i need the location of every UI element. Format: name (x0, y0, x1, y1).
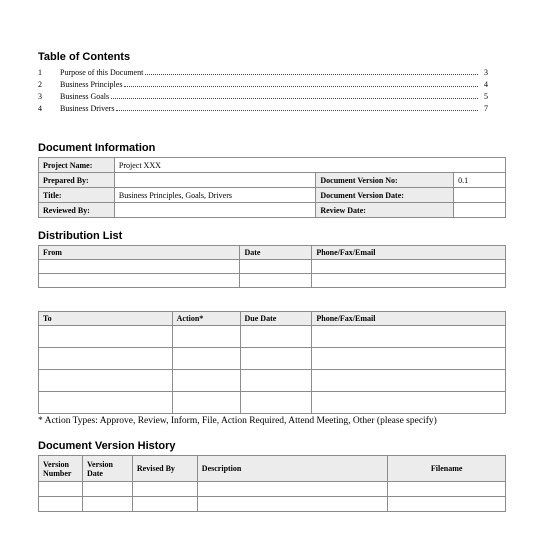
distribution-from-table (38, 245, 506, 288)
table-cell[interactable] (240, 348, 312, 370)
table-cell[interactable] (39, 348, 173, 370)
table-cell[interactable] (39, 392, 173, 414)
table-cell[interactable] (82, 497, 132, 512)
toc-entry[interactable] (38, 102, 488, 114)
table-cell[interactable] (39, 482, 83, 497)
table-cell[interactable] (197, 497, 387, 512)
column-header-version-number: Version Number (39, 456, 83, 482)
title-label: Title: (39, 188, 115, 203)
table-row (39, 370, 506, 392)
table-cell[interactable] (132, 497, 197, 512)
toc-entry[interactable] (38, 66, 488, 78)
table-cell[interactable] (240, 260, 312, 274)
toc-heading: Table of Contents (38, 51, 131, 63)
column-header-action: Action* (172, 312, 240, 326)
table-cell[interactable] (240, 274, 312, 288)
distribution-list-heading: Distribution List (38, 230, 123, 242)
table-cell[interactable] (39, 274, 240, 288)
table-cell[interactable] (172, 392, 240, 414)
toc-leader (145, 66, 478, 75)
column-header-date: Date (240, 246, 312, 260)
table-cell[interactable] (312, 274, 506, 288)
column-header-from: From (39, 246, 240, 260)
toc-entry[interactable] (38, 90, 488, 102)
version-history-heading: Document Version History (38, 440, 176, 452)
table-row (39, 158, 506, 173)
toc-page: 4 (484, 80, 488, 89)
toc-entry[interactable] (38, 78, 488, 90)
column-header-due-date: Due Date (240, 312, 312, 326)
document-information-table (38, 157, 506, 218)
table-row (39, 497, 506, 512)
table-cell[interactable] (172, 370, 240, 392)
toc-leader (111, 90, 478, 99)
column-header-contact: Phone/Fax/Email (312, 312, 506, 326)
table-header-row (39, 312, 506, 326)
prepared-by-label: Prepared By: (39, 173, 115, 188)
table-cell[interactable] (388, 497, 506, 512)
table-cell[interactable] (172, 326, 240, 348)
column-header-description: Description (197, 456, 387, 482)
table-row (39, 260, 506, 274)
column-header-filename: Filename (388, 456, 506, 482)
table-cell[interactable] (388, 482, 506, 497)
project-name-label: Project Name: (39, 158, 115, 173)
table-row (39, 392, 506, 414)
table-row (39, 348, 506, 370)
table-of-contents (38, 66, 488, 114)
reviewed-by-value[interactable] (114, 203, 316, 218)
table-cell[interactable] (39, 326, 173, 348)
table-row (39, 482, 506, 497)
table-row (39, 326, 506, 348)
table-row (39, 274, 506, 288)
column-header-contact: Phone/Fax/Email (312, 246, 506, 260)
table-cell[interactable] (240, 326, 312, 348)
toc-page: 5 (484, 92, 488, 101)
table-cell[interactable] (240, 392, 312, 414)
toc-leader (124, 78, 478, 87)
toc-title: Business Drivers (60, 104, 115, 113)
table-header-row (39, 246, 506, 260)
action-types-note: * Action Types: Approve, Review, Inform, File, Action Required, Attend Meeting, Other (please specify) (38, 416, 437, 426)
table-cell[interactable] (172, 348, 240, 370)
toc-number: 3 (38, 92, 42, 101)
table-cell[interactable] (312, 326, 506, 348)
table-cell[interactable] (82, 482, 132, 497)
review-date-label: Review Date: (316, 203, 454, 218)
table-row (39, 173, 506, 188)
toc-leader (116, 102, 478, 111)
toc-title: Business Goals (60, 92, 110, 101)
toc-number: 1 (38, 68, 42, 77)
toc-number: 4 (38, 104, 42, 113)
column-header-version-date: Version Date (82, 456, 132, 482)
project-name-value[interactable]: Project XXX (114, 158, 505, 173)
version-date-value[interactable] (454, 188, 506, 203)
table-cell[interactable] (39, 370, 173, 392)
version-no-label: Document Version No: (316, 173, 454, 188)
column-header-revised-by: Revised By (132, 456, 197, 482)
table-cell[interactable] (312, 260, 506, 274)
reviewed-by-label: Reviewed By: (39, 203, 115, 218)
column-header-to: To (39, 312, 173, 326)
table-cell[interactable] (197, 482, 387, 497)
table-cell[interactable] (39, 497, 83, 512)
table-header-row (39, 456, 506, 482)
toc-title: Business Principles (60, 80, 123, 89)
version-date-label: Document Version Date: (316, 188, 454, 203)
table-row (39, 188, 506, 203)
toc-number: 2 (38, 80, 42, 89)
table-cell[interactable] (312, 348, 506, 370)
toc-page: 3 (484, 68, 488, 77)
toc-title: Purpose of this Document (60, 68, 144, 77)
version-history-table (38, 455, 506, 512)
table-cell[interactable] (240, 370, 312, 392)
table-cell[interactable] (312, 370, 506, 392)
table-cell[interactable] (312, 392, 506, 414)
title-value[interactable]: Business Principles, Goals, Drivers (114, 188, 316, 203)
table-cell[interactable] (132, 482, 197, 497)
distribution-to-table (38, 311, 506, 414)
document-information-heading: Document Information (38, 142, 156, 154)
review-date-value[interactable] (454, 203, 506, 218)
toc-page: 7 (484, 104, 488, 113)
prepared-by-value[interactable] (114, 173, 316, 188)
table-row (39, 203, 506, 218)
table-cell[interactable] (39, 260, 240, 274)
version-no-value[interactable]: 0.1 (454, 173, 506, 188)
